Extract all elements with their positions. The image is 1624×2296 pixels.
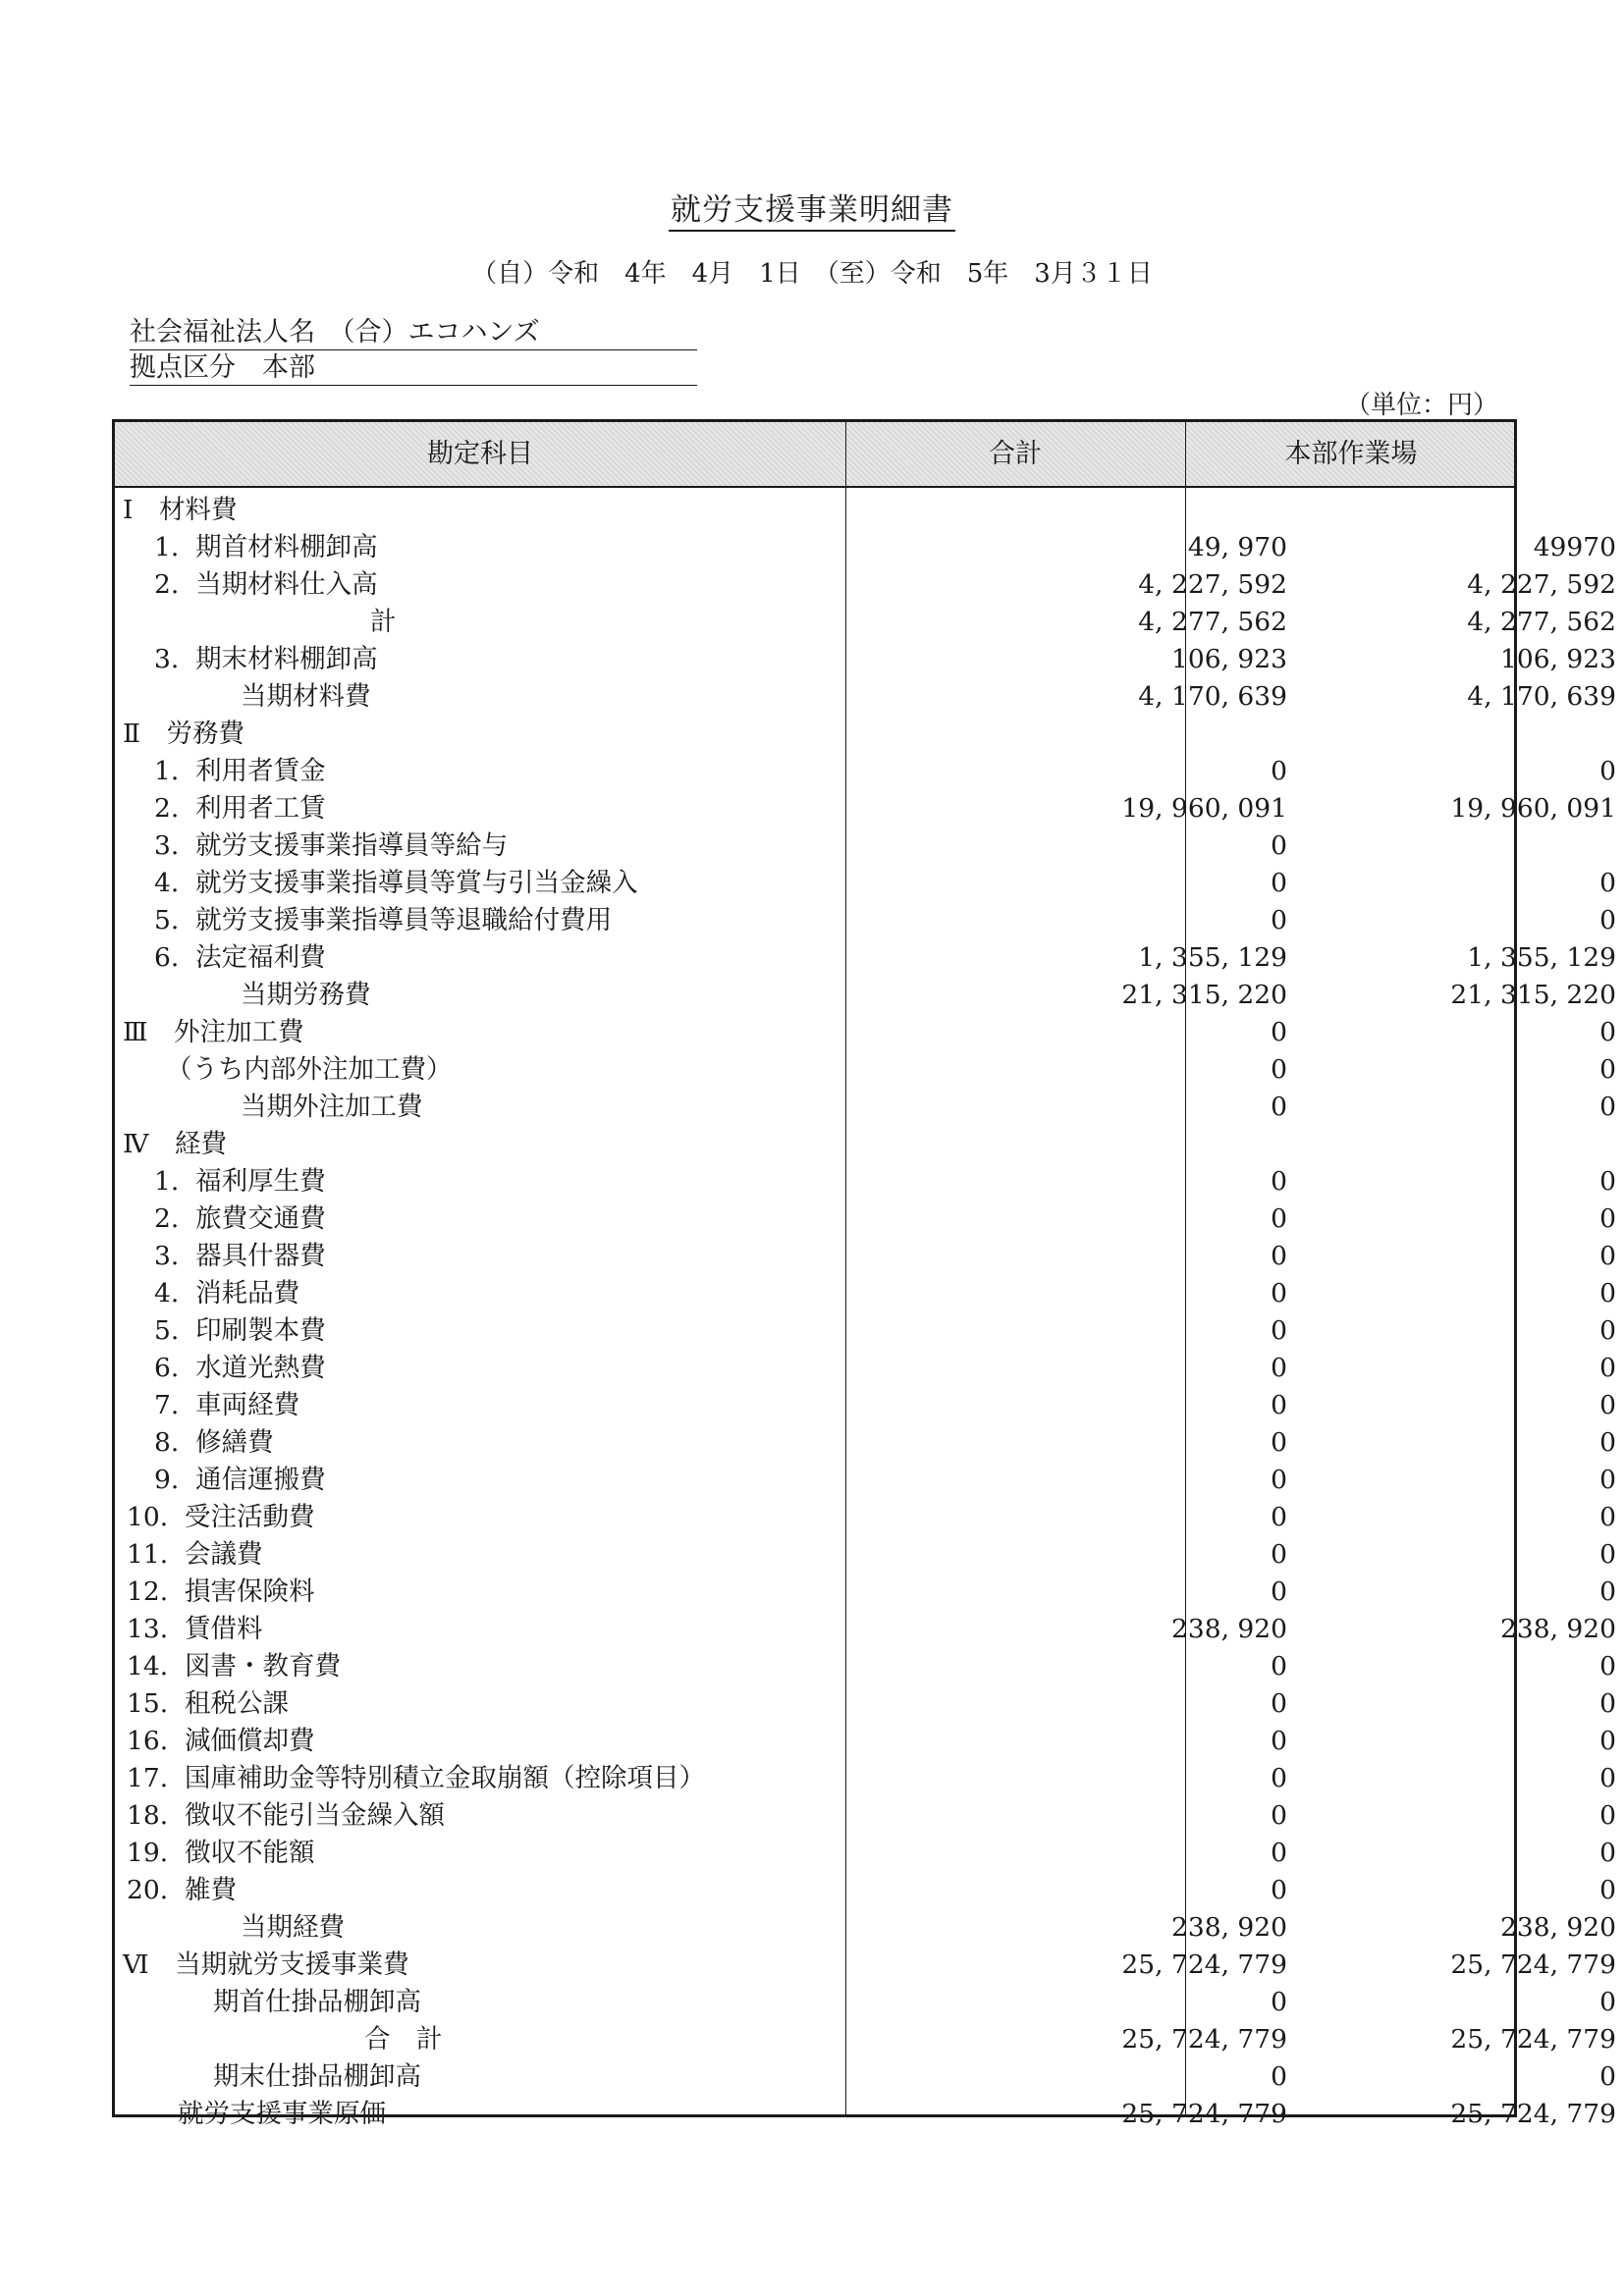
office-value: 0 bbox=[1599, 1465, 1616, 1495]
table-row bbox=[115, 1238, 1616, 1275]
account-label: 当期材料費 bbox=[241, 681, 371, 712]
table-row bbox=[115, 1201, 1616, 1238]
unit-label: （単位：円） bbox=[1344, 391, 1498, 420]
header-total: 合計 bbox=[989, 439, 1042, 469]
account-label: 2. 旅費交通費 bbox=[154, 1203, 326, 1234]
account-label: 9. 通信運搬費 bbox=[154, 1465, 326, 1495]
table-row bbox=[115, 1872, 1616, 1909]
total-value: 0 bbox=[1271, 1875, 1287, 1905]
total-value: 0 bbox=[1271, 1390, 1287, 1420]
total-value: 0 bbox=[1271, 1465, 1287, 1495]
account-label: 当期経費 bbox=[241, 1912, 345, 1943]
total-value: 0 bbox=[1271, 1987, 1287, 2017]
account-label: 2. 当期材料仕入高 bbox=[154, 569, 378, 600]
office-value: 0 bbox=[1599, 1353, 1616, 1383]
total-value: 0 bbox=[1271, 1688, 1287, 1719]
table-row bbox=[115, 2058, 1616, 2096]
total-value: 106, 923 bbox=[1170, 644, 1287, 674]
account-label: Ⅳ 経費 bbox=[123, 1129, 227, 1159]
office-value: 21, 315, 220 bbox=[1450, 980, 1616, 1010]
total-value: 0 bbox=[1271, 1092, 1287, 1122]
office-value: 0 bbox=[1599, 1054, 1616, 1085]
table-row bbox=[115, 977, 1616, 1014]
account-label: 1. 利用者賃金 bbox=[154, 756, 326, 786]
table-row bbox=[115, 790, 1616, 828]
account-label: 3. 器具什器費 bbox=[154, 1241, 326, 1271]
table-row bbox=[115, 1648, 1616, 1685]
total-value: 0 bbox=[1271, 1427, 1287, 1458]
office-value: 0 bbox=[1599, 1315, 1616, 1346]
account-label: Ⅲ 外注加工費 bbox=[123, 1017, 304, 1047]
total-value: 4, 170, 639 bbox=[1138, 681, 1287, 712]
account-label: 8. 修繕費 bbox=[154, 1427, 274, 1458]
account-label: 合 計 bbox=[364, 2024, 443, 2055]
total-value: 49, 970 bbox=[1187, 532, 1287, 562]
table-header bbox=[115, 422, 1514, 488]
table-row bbox=[115, 641, 1616, 678]
office-value: 106, 923 bbox=[1499, 644, 1616, 674]
account-label: 4. 就労支援事業指導員等賞与引当金繰入 bbox=[154, 868, 638, 898]
total-value: 0 bbox=[1271, 1539, 1287, 1570]
account-label: Ⅵ 当期就労支援事業費 bbox=[123, 1949, 409, 1980]
table-row bbox=[115, 1611, 1616, 1648]
total-value: 21, 315, 220 bbox=[1121, 980, 1287, 1010]
total-value: 0 bbox=[1271, 1763, 1287, 1793]
total-value: 19, 960, 091 bbox=[1121, 793, 1287, 824]
table-row bbox=[115, 2096, 1616, 2133]
office-value bbox=[1189, 828, 1616, 865]
account-label: 期首仕掛品棚卸高 bbox=[213, 1987, 421, 2017]
account-label: 当期外注加工費 bbox=[241, 1092, 423, 1122]
table-row bbox=[115, 1312, 1616, 1350]
table-row bbox=[115, 1424, 1616, 1462]
account-label: 6. 水道光熱費 bbox=[154, 1353, 326, 1383]
total-value: 0 bbox=[1271, 1651, 1287, 1682]
office-value: 0 bbox=[1599, 905, 1616, 935]
account-label: 1. 期首材料棚卸高 bbox=[154, 532, 378, 562]
office-value: 1, 355, 129 bbox=[1467, 942, 1616, 973]
table-row bbox=[115, 566, 1616, 604]
total-value: 0 bbox=[1271, 1278, 1287, 1308]
total-value: 25, 724, 779 bbox=[1121, 2024, 1287, 2055]
total-value: 0 bbox=[1271, 1203, 1287, 1234]
account-label: 5. 就労支援事業指導員等退職給付費用 bbox=[154, 905, 613, 935]
header-office: 本部作業場 bbox=[1284, 439, 1418, 469]
office-value: 0 bbox=[1599, 756, 1616, 786]
table-row bbox=[115, 1014, 1616, 1051]
account-label: 3. 期末材料棚卸高 bbox=[154, 644, 378, 674]
table-row bbox=[115, 902, 1616, 939]
total-value: 0 bbox=[1271, 868, 1287, 898]
office-value: 0 bbox=[1599, 1838, 1616, 1868]
total-value: 0 bbox=[1271, 2061, 1287, 2092]
table-row bbox=[115, 1984, 1616, 2021]
office-value: 0 bbox=[1599, 1539, 1616, 1570]
total-value: 0 bbox=[1271, 1166, 1287, 1197]
table-row bbox=[115, 939, 1616, 977]
table-row bbox=[115, 1350, 1616, 1387]
office-value: 0 bbox=[1599, 1092, 1616, 1122]
total-value: 0 bbox=[1271, 1502, 1287, 1532]
table-row bbox=[115, 828, 1514, 865]
table-row bbox=[115, 753, 1616, 790]
total-value: 4, 277, 562 bbox=[1138, 607, 1287, 637]
office-value: 238, 920 bbox=[1499, 1614, 1616, 1644]
total-value: 0 bbox=[1271, 1576, 1287, 1607]
office-value: 0 bbox=[1599, 1427, 1616, 1458]
office-value: 0 bbox=[1599, 868, 1616, 898]
account-label: 3. 就労支援事業指導員等給与 bbox=[154, 830, 509, 861]
table-row bbox=[115, 1760, 1616, 1797]
total-value: 0 bbox=[1271, 1800, 1287, 1831]
account-label: Ⅱ 労務費 bbox=[123, 719, 245, 749]
table-row bbox=[115, 1685, 1616, 1723]
total-value: 0 bbox=[1271, 1838, 1287, 1868]
office-value: 0 bbox=[1599, 1688, 1616, 1719]
office-value: 0 bbox=[1599, 1651, 1616, 1682]
office-value bbox=[1189, 716, 1616, 753]
table-row bbox=[115, 1051, 1616, 1089]
office-value: 0 bbox=[1599, 1017, 1616, 1047]
table-row bbox=[115, 1387, 1616, 1424]
office-value: 0 bbox=[1599, 1166, 1616, 1197]
total-value: 0 bbox=[1271, 1241, 1287, 1271]
account-label: 5. 印刷製本費 bbox=[154, 1315, 326, 1346]
table-row bbox=[115, 1947, 1616, 1984]
table-row bbox=[115, 492, 1514, 529]
total-value: 0 bbox=[1271, 1017, 1287, 1047]
office-value: 0 bbox=[1599, 1278, 1616, 1308]
office-value: 25, 724, 779 bbox=[1450, 1949, 1616, 1980]
office-value: 0 bbox=[1599, 1390, 1616, 1420]
table-row bbox=[115, 1909, 1616, 1947]
account-label: 当期労務費 bbox=[241, 980, 371, 1010]
total-value: 0 bbox=[1271, 830, 1287, 861]
table-row bbox=[115, 1797, 1616, 1835]
account-label: 20. 雑費 bbox=[127, 1875, 237, 1905]
office-value: 0 bbox=[1599, 2061, 1616, 2092]
account-label: 6. 法定福利費 bbox=[154, 942, 326, 973]
total-value: 4, 227, 592 bbox=[1138, 569, 1287, 600]
total-value: 1, 355, 129 bbox=[1138, 942, 1287, 973]
account-label: 11. 会議費 bbox=[127, 1539, 263, 1570]
account-label: 15. 租税公課 bbox=[127, 1688, 289, 1719]
account-label: 18. 徴収不能引当金繰入額 bbox=[127, 1800, 445, 1831]
table-row bbox=[115, 678, 1616, 716]
office-value: 4, 277, 562 bbox=[1467, 607, 1616, 637]
account-label: 16. 減価償却費 bbox=[127, 1726, 315, 1756]
account-label: 期末仕掛品棚卸高 bbox=[213, 2061, 421, 2092]
account-label: 1. 福利厚生費 bbox=[154, 1166, 326, 1197]
table-row bbox=[115, 1723, 1616, 1760]
account-label: 17. 国庫補助金等特別積立金取崩額（控除項目） bbox=[127, 1763, 705, 1793]
total-value: 0 bbox=[1271, 905, 1287, 935]
total-value: 0 bbox=[1271, 1315, 1287, 1346]
office-value: 25, 724, 779 bbox=[1450, 2099, 1616, 2129]
total-value: 0 bbox=[1271, 1353, 1287, 1383]
office-value: 19, 960, 091 bbox=[1450, 793, 1616, 824]
table-row bbox=[115, 1536, 1616, 1574]
account-label: 19. 徴収不能額 bbox=[127, 1838, 315, 1868]
account-label: 7. 車両経費 bbox=[154, 1390, 300, 1420]
office-value: 0 bbox=[1599, 1241, 1616, 1271]
total-value: 0 bbox=[1271, 1054, 1287, 1085]
table-row bbox=[115, 1275, 1616, 1312]
office-value: 0 bbox=[1599, 1203, 1616, 1234]
table-row bbox=[115, 716, 1514, 753]
account-label: 2. 利用者工賃 bbox=[154, 793, 326, 824]
office-value: 238, 920 bbox=[1499, 1912, 1616, 1943]
corporation-name: 社会福祉法人名 （合）エコハンズ bbox=[130, 316, 697, 350]
account-label: 13. 賃借料 bbox=[127, 1614, 263, 1644]
table-row bbox=[115, 1462, 1616, 1499]
table-row bbox=[115, 1163, 1616, 1201]
table-row bbox=[115, 1499, 1616, 1536]
total-value: 0 bbox=[1271, 1726, 1287, 1756]
fiscal-period: （自）令和 4年 4月 1日 （至）令和 5年 3月３１日 bbox=[471, 259, 1153, 289]
table-row bbox=[115, 604, 1616, 641]
office-value: 4, 170, 639 bbox=[1467, 681, 1616, 712]
office-value: 0 bbox=[1599, 1726, 1616, 1756]
table-row bbox=[115, 1574, 1616, 1611]
account-label: （うち内部外注加工費） bbox=[166, 1054, 453, 1085]
total-value: 238, 920 bbox=[1170, 1912, 1287, 1943]
document-title: 就労支援事業明細書 bbox=[0, 185, 1624, 229]
statement-table bbox=[112, 419, 1616, 2129]
account-label: 14. 図書・教育費 bbox=[127, 1651, 341, 1682]
table-row bbox=[115, 529, 1616, 566]
account-label: 4. 消耗品費 bbox=[154, 1278, 300, 1308]
total-value: 0 bbox=[1271, 756, 1287, 786]
office-value: 0 bbox=[1599, 1576, 1616, 1607]
table-row bbox=[115, 1126, 1514, 1163]
table-row bbox=[115, 865, 1616, 902]
account-label: Ⅰ 材料費 bbox=[123, 495, 238, 525]
header-account: 勘定科目 bbox=[427, 439, 533, 469]
division-name: 拠点区分 本部 bbox=[130, 351, 697, 386]
table-row bbox=[115, 2021, 1616, 2058]
table-row bbox=[115, 1835, 1616, 1872]
total-value: 25, 724, 779 bbox=[1121, 1949, 1287, 1980]
office-value: 0 bbox=[1599, 1987, 1616, 2017]
office-value: 0 bbox=[1599, 1875, 1616, 1905]
total-value: 25, 724, 779 bbox=[1121, 2099, 1287, 2129]
account-label: 計 bbox=[370, 607, 397, 637]
office-value: 25, 724, 779 bbox=[1450, 2024, 1616, 2055]
office-value bbox=[1189, 1126, 1616, 1163]
account-label: 就労支援事業原価 bbox=[178, 2099, 386, 2129]
total-value: 238, 920 bbox=[1170, 1614, 1287, 1644]
office-value bbox=[1189, 492, 1616, 529]
office-value: 49970 bbox=[1533, 532, 1616, 562]
office-value: 4, 227, 592 bbox=[1467, 569, 1616, 600]
office-value: 0 bbox=[1599, 1763, 1616, 1793]
account-label: 12. 損害保険料 bbox=[127, 1576, 315, 1607]
account-label: 10. 受注活動費 bbox=[127, 1502, 315, 1532]
office-value: 0 bbox=[1599, 1800, 1616, 1831]
office-value: 0 bbox=[1599, 1502, 1616, 1532]
table-row bbox=[115, 1089, 1616, 1126]
